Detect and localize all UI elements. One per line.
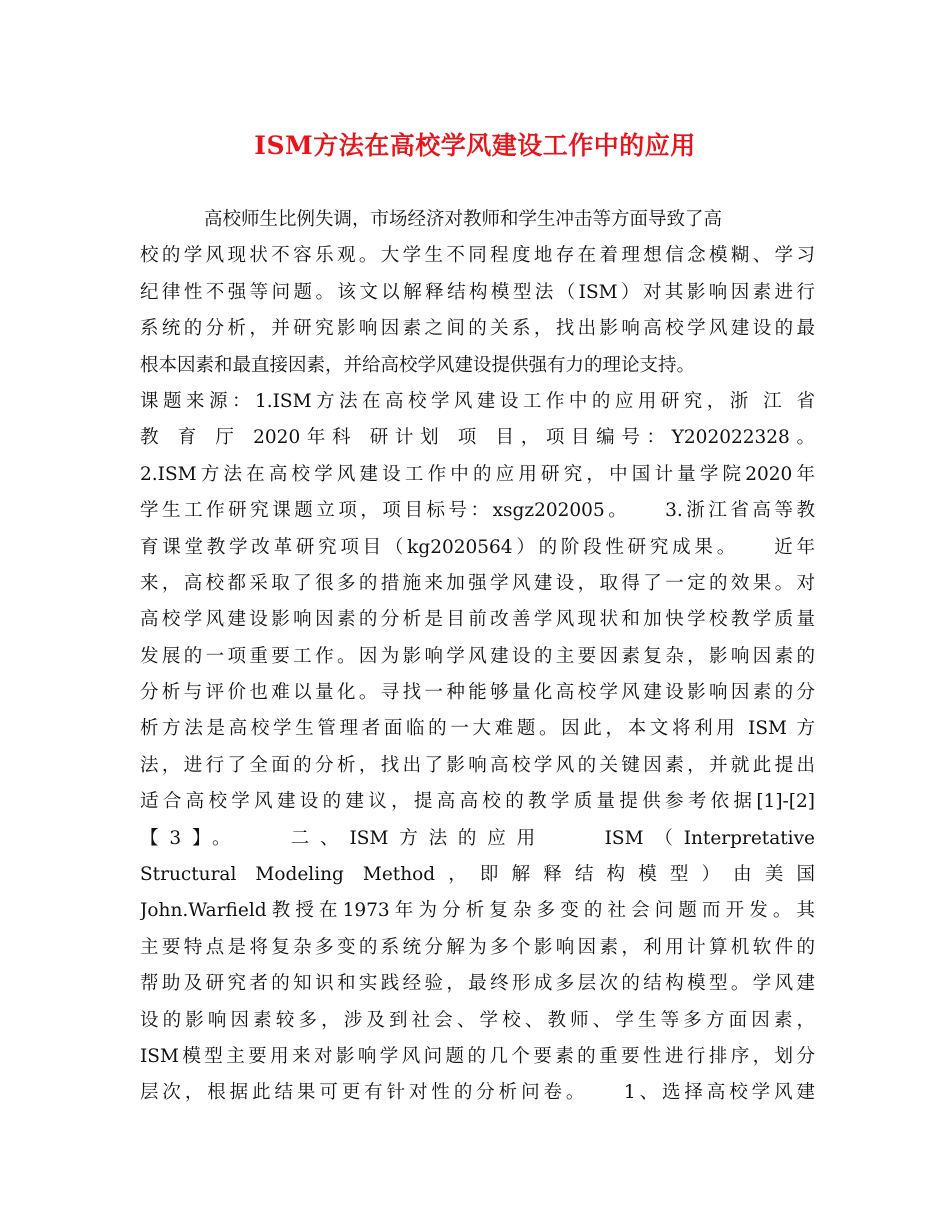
paragraph-line: 校的学风现状不容乐观。大学生不同程度地存在着理想信念模糊、学习 — [140, 245, 815, 267]
paragraph-line: 高校师生比例失调，市场经济对教师和学生冲击等方面导致了高 — [204, 209, 723, 230]
paragraph-line: 系统的分析，并研究影响因素之间的关系，找出影响高校学风建设的最 — [140, 318, 815, 340]
paragraph-line: 教 育 厅 2020年科 研计划 项 目，项目编号：Y202022328。 — [140, 427, 815, 449]
paragraph-line: 层次，根据此结果可更有针对性的分析问卷。 1、选择高校学风建 — [140, 1082, 815, 1104]
paragraph-line: 发展的一项重要工作。因为影响学风建设的主要因素复杂，影响因素的 — [140, 645, 815, 667]
paragraph-line: 法，进行了全面的分析，找出了影响高校学风的关键因素，并就此提出 — [140, 754, 815, 776]
paragraph-line: 高校学风建设影响因素的分析是目前改善学风现状和加快学校教学质量 — [140, 609, 815, 631]
paragraph-line: 析方法是高校学生管理者面临的一大难题。因此，本文将利用 ISM 方 — [140, 718, 815, 740]
paragraph-line: 课题来源：1.ISM方法在高校学风建设工作中的应用研究，浙 江 省 — [140, 390, 815, 412]
paragraph-line: 帮助及研究者的知识和实践经验，最终形成多层次的结构模型。学风建 — [140, 973, 815, 995]
paragraph-line: John.Warfield教授在1973年为分析复杂多变的社会问题而开发。其 — [140, 900, 815, 922]
document-body — [140, 202, 815, 1112]
paragraph-line: 主要特点是将复杂多变的系统分解为多个影响因素，利用计算机软件的 — [140, 936, 815, 958]
paragraph-line: 纪律性不强等问题。该文以解释结构模型法（ISM）对其影响因素进行 — [140, 281, 815, 303]
paragraph-line: 来，高校都采取了很多的措施来加强学风建设，取得了一定的效果。对 — [140, 572, 815, 594]
paragraph-line: 适合高校学风建设的建议，提高高校的教学质量提供参考依据[1]-[2] — [140, 791, 815, 813]
document-title: ISM方法在高校学风建设工作中的应用 — [254, 131, 696, 160]
paragraph-line: ISM模型主要用来对影响学风问题的几个要素的重要性进行排序，划分 — [140, 1045, 815, 1067]
paragraph-line: 【3】。 二、ISM方法的应用 ISM（Interpretative — [140, 827, 815, 849]
paragraph-line: 2.ISM方法在高校学风建设工作中的应用研究，中国计量学院2020年 — [140, 463, 815, 485]
paragraph-line: Structural Modeling Method，即解释结构模型）由美国 — [140, 864, 815, 886]
paragraph-line: 根本因素和最直接因素，并给高校学风建设提供强有力的理论支持。 — [140, 354, 696, 376]
paragraph-line: 学生工作研究课题立项，项目标号：xsgz202005。 3.浙江省高等教 — [140, 500, 815, 522]
paragraph-line: 分析与评价也难以量化。寻找一种能够量化高校学风建设影响因素的分 — [140, 682, 815, 704]
paragraph-line: 育课堂教学改革研究项目（kg2020564）的阶段性研究成果。 近年 — [140, 536, 815, 558]
paragraph-line: 设的影响因素较多，涉及到社会、学校、教师、学生等多方面因素， — [140, 1009, 815, 1031]
